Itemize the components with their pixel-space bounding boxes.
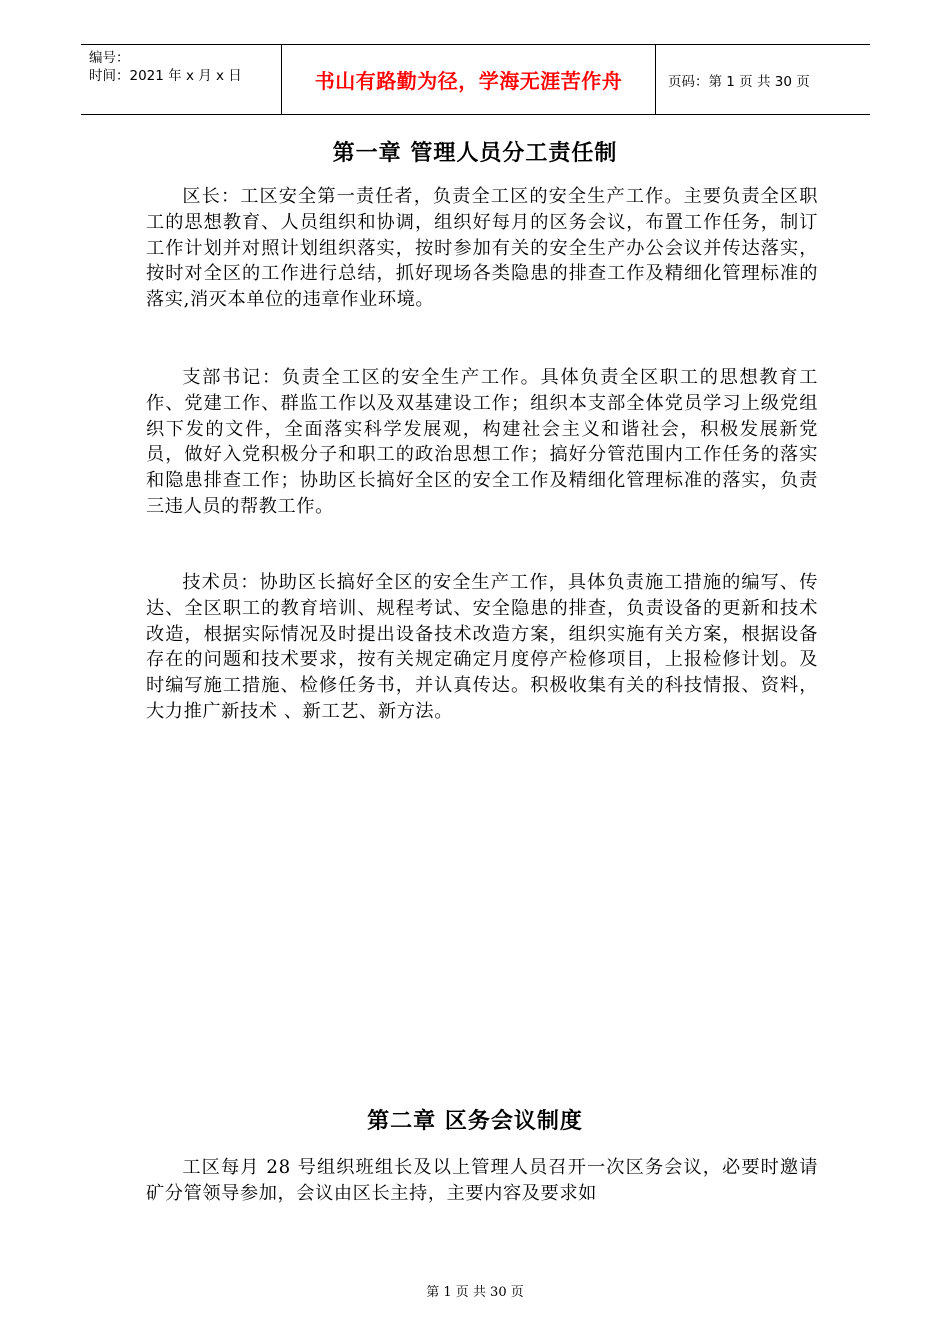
chapter-1-title: 第一章 管理人员分工责任制 — [332, 141, 618, 166]
header-motto: 书山有路勤为径，学海无涯苦作舟 — [281, 45, 656, 114]
paragraph-meeting-rules: 工区每月 28 号组织班组长及以上管理人员召开一次区务会议，必要时邀请矿分管领导参加，会议由区长主持，主要内容及要求如 — [146, 1157, 818, 1204]
paragraph-technician: 技术员：协助区长搞好全区的安全生产工作，具体负责施工措施的编写、传达、全区职工的教育培训、规程考试、安全隐患的排查，负责设备的更新和技术改造，根据实际情况及时提出设备技术改造方案，组织实施有关方案，根据设备存在的问题和技术要求，按有关规定确定月度停产检修项目，上报检修计划。及时编写施工措施、检修任务书，并认真传达。积极收集有关的科技情报、资料，大力推广新技术 、新工艺、新方法。 — [146, 572, 818, 722]
chapter-2-title: 第二章 区务会议制度 — [367, 1109, 583, 1134]
page-footer: 第 1 页 共 30 页 — [426, 1285, 524, 1300]
document-number-label: 编号： — [89, 50, 130, 66]
header-meta — [81, 45, 281, 114]
header-page-label: 页码：第 1 页 共 30 页 — [668, 73, 810, 90]
paragraph-party-secretary: 支部书记：负责全工区的安全生产工作。具体负责全区职工的思想教育工作、党建工作、群监工作以及双基建设工作；组织本支部全体党员学习上级党组织下发的文件，全面落实科学发展观，构建社会主义和谐社会，积极发展新党员，做好入党积极分子和职工的政治思想工作；搞好分管范围内工作任务的落实和隐患排查工作；协助区长搞好全区的安全工作及精细化管理标准的落实，负责三违人员的帮教工作。 — [146, 367, 818, 517]
document-header — [81, 44, 870, 115]
paragraph-district-chief: 区长：工区安全第一责任者，负责全工区的安全生产工作。主要负责全区职工的思想教育、人员组织和协调，组织好每月的区务会议，布置工作任务，制订工作计划并对照计划组织落实，按时参加有关的安全生产办公会议并传达落实，按时对全区的工作进行总结，抓好现场各类隐患的排查工作及精细化管理标准的落实,消灭本单位的违章作业环境。 — [146, 186, 818, 311]
document-time-label: 时间：2021 年 x 月 x 日 — [89, 68, 242, 84]
